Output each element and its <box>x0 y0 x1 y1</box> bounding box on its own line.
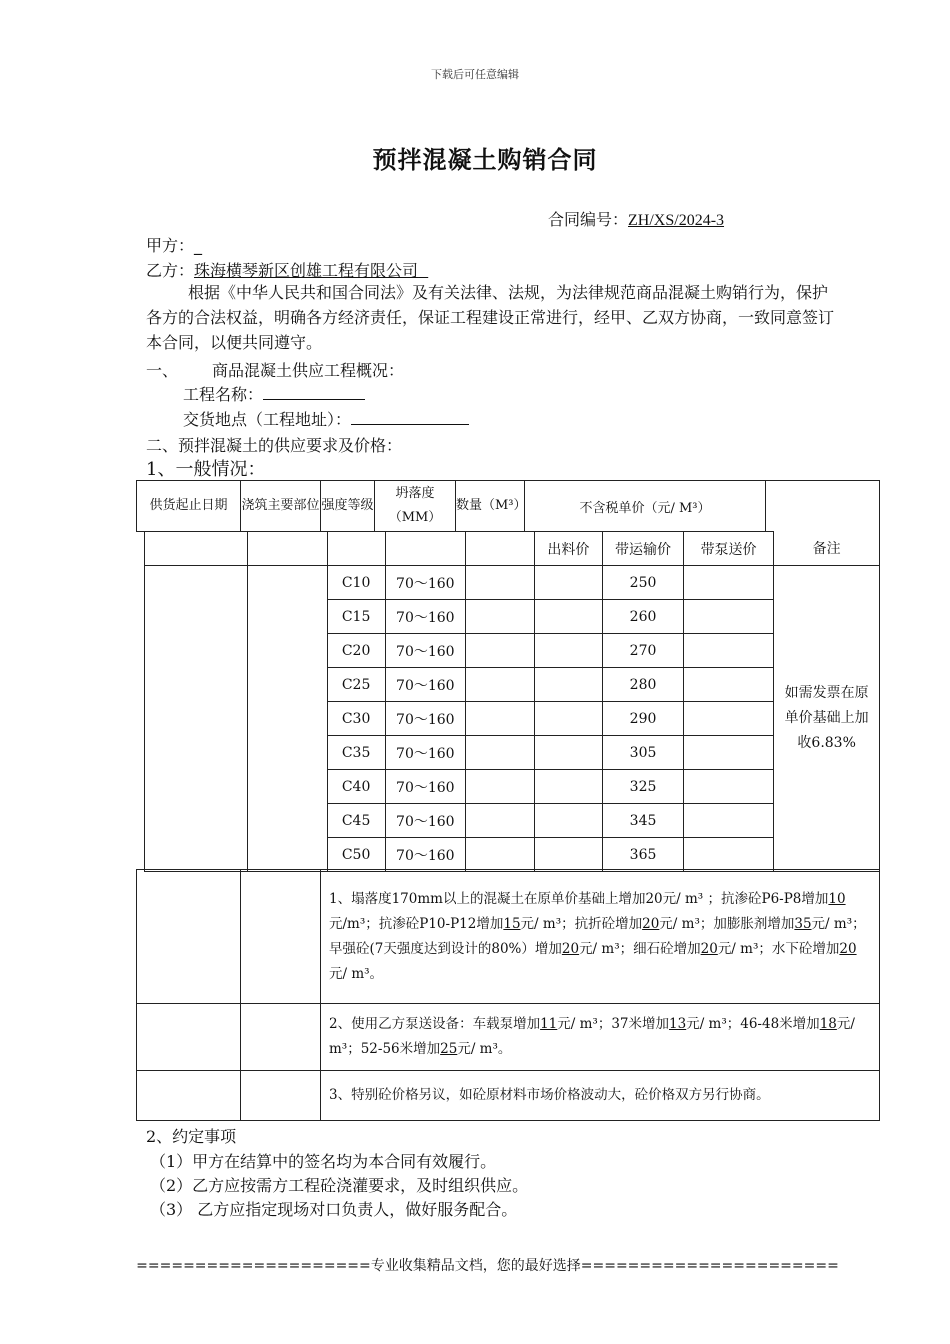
remark-cell: 如需发票在原单价基础上加收6.83% <box>774 566 880 872</box>
pump-price-cell[interactable] <box>683 804 773 838</box>
qty-cell[interactable] <box>466 736 535 770</box>
pump-price-cell[interactable] <box>683 600 773 634</box>
project-name-line <box>183 382 365 405</box>
transport-price-cell: 365 <box>603 838 684 872</box>
section-2-heading: 二、预拌混凝土的供应要求及价格： <box>146 436 403 455</box>
slump-cell: 70～160 <box>385 600 466 634</box>
footer: ====================专业收集精品文档，您的最好选择====================== <box>136 1258 839 1274</box>
ex-factory-cell[interactable] <box>534 566 603 600</box>
pump-price-cell[interactable] <box>683 838 773 872</box>
header-ex-factory: 出料价 <box>534 532 603 566</box>
pump-price-cell[interactable] <box>683 736 773 770</box>
contract-number-label: 合同编号： <box>548 210 629 229</box>
transport-price-cell: 250 <box>603 566 684 600</box>
slump-cell: 70～160 <box>385 804 466 838</box>
party-b-label: 乙方： <box>146 261 195 280</box>
ex-factory-cell[interactable] <box>534 668 603 702</box>
slump-cell: 70～160 <box>385 668 466 702</box>
slump-cell: 70～160 <box>385 634 466 668</box>
ex-factory-cell[interactable] <box>534 600 603 634</box>
party-b <box>146 258 428 281</box>
qty-cell[interactable] <box>466 566 535 600</box>
slump-cell: 70～160 <box>385 702 466 736</box>
header-qty: 数量（M³） <box>456 481 525 532</box>
ex-factory-cell[interactable] <box>534 702 603 736</box>
document-title: 预拌混凝土购销合同 <box>372 146 598 174</box>
transport-price-cell: 280 <box>603 668 684 702</box>
grade-cell: C15 <box>327 600 385 634</box>
header-remark-top <box>766 481 880 532</box>
agreement-title: 2、约定事项 <box>146 1127 237 1146</box>
slump-cell: 70～160 <box>385 838 466 872</box>
pump-price-cell[interactable] <box>683 702 773 736</box>
agreement-item-3: （3） 乙方应指定现场对口负责人，做好服务配合。 <box>150 1200 518 1219</box>
transport-price-cell: 325 <box>603 770 684 804</box>
note-3: 3、特别砼价格另议，如砼原材料市场价格波动大，砼价格双方另行协商。 <box>321 1071 880 1121</box>
intro-paragraph: 根据《中华人民共和国合同法》及有关法律、法规，为法律规范商品混凝土购销行为，保护各方的合法权益，明确各方经济责任，保证工程建设正常进行，经甲、乙双方协商，一致同意签订本合同，以便共同遵守。 <box>146 283 835 352</box>
header-note: 下载后可任意编辑 <box>431 68 519 81</box>
project-name-blank[interactable] <box>263 385 365 400</box>
contract-number <box>548 207 724 230</box>
table-row <box>145 566 880 600</box>
header-with-pump: 带泵送价 <box>683 532 773 566</box>
pump-price-cell[interactable] <box>683 634 773 668</box>
header-slump: 坍落度（MM） <box>375 481 456 532</box>
transport-price-cell: 305 <box>603 736 684 770</box>
party-a-label: 甲方： <box>146 236 195 255</box>
section-1-title: 商品混凝土供应工程概况： <box>212 361 405 380</box>
qty-cell[interactable] <box>466 770 535 804</box>
header-part: 浇筑主要部位 <box>241 481 321 532</box>
delivery-blank[interactable] <box>351 410 469 425</box>
grade-cell: C35 <box>327 736 385 770</box>
ex-factory-cell[interactable] <box>534 838 603 872</box>
slump-cell: 70～160 <box>385 770 466 804</box>
grade-cell: C30 <box>327 702 385 736</box>
transport-price-cell: 260 <box>603 600 684 634</box>
header-grade: 强度等级 <box>321 481 375 532</box>
grade-cell: C45 <box>327 804 385 838</box>
section-1-heading <box>146 358 404 381</box>
slump-cell: 70～160 <box>385 566 466 600</box>
pump-price-cell[interactable] <box>683 566 773 600</box>
header-date: 供货起止日期 <box>137 481 241 532</box>
qty-cell[interactable] <box>466 838 535 872</box>
qty-cell[interactable] <box>466 634 535 668</box>
party-a <box>146 233 202 256</box>
delivery-label: 交货地点（工程地址）： <box>183 410 352 429</box>
qty-cell[interactable] <box>466 702 535 736</box>
grade-cell: C20 <box>327 634 385 668</box>
grade-cell: C50 <box>327 838 385 872</box>
qty-cell[interactable] <box>466 804 535 838</box>
qty-cell[interactable] <box>466 668 535 702</box>
ex-factory-cell[interactable] <box>534 804 603 838</box>
section-1-number: 一、 <box>146 361 179 380</box>
slump-cell: 70～160 <box>385 736 466 770</box>
transport-price-cell: 290 <box>603 702 684 736</box>
grade-cell: C25 <box>327 668 385 702</box>
ex-factory-cell[interactable] <box>534 770 603 804</box>
project-name-label: 工程名称： <box>183 385 264 404</box>
delivery-line <box>183 407 469 430</box>
note-1: 1、塌落度170mm以上的混凝土在原单价基础上增加20元/ m³ ；抗渗砼P6-P8增加10元/m³；抗渗砼P10-P12增加15元/ m³；抗折砼增加20元/ m³；加膨胀剂增加35元/ m³；早强砼(7天强度达到设计的80%）增加20元/ m³；细石砼增加20元/ m³；水下砼增加20元/ m³。 <box>321 870 880 1004</box>
header-with-transport: 带运输价 <box>603 532 684 566</box>
price-table-header <box>136 480 880 532</box>
pump-price-cell[interactable] <box>683 668 773 702</box>
ex-factory-cell[interactable] <box>534 736 603 770</box>
agreement-item-2: （2）乙方应按需方工程砼浇灌要求，及时组织供应。 <box>150 1176 529 1195</box>
section-2-sub1: 1、一般情况： <box>146 459 266 480</box>
agreement-item-1: （1）甲方在结算中的签名均为本合同有效履行。 <box>150 1152 497 1171</box>
price-notes-table <box>136 869 880 1121</box>
note-2: 2、使用乙方泵送设备：车载泵增加11元/ m³；37米增加13元/ m³；46-48米增加18元/ m³；52-56米增加25元/ m³。 <box>321 1004 880 1071</box>
pump-price-cell[interactable] <box>683 770 773 804</box>
party-a-value: _ <box>194 236 203 255</box>
transport-price-cell: 345 <box>603 804 684 838</box>
header-remark: 备注 <box>774 532 880 566</box>
grade-cell: C10 <box>327 566 385 600</box>
transport-price-cell: 270 <box>603 634 684 668</box>
ex-factory-cell[interactable] <box>534 634 603 668</box>
price-table-body <box>144 531 880 872</box>
contract-number-value: ZH/XS/2024-3 <box>628 212 725 229</box>
grade-cell: C40 <box>327 770 385 804</box>
header-price: 不含税单价（元/ M³） <box>525 481 766 532</box>
party-b-value: 珠海横琴新区创雄工程有限公司 <box>194 261 419 280</box>
qty-cell[interactable] <box>466 600 535 634</box>
